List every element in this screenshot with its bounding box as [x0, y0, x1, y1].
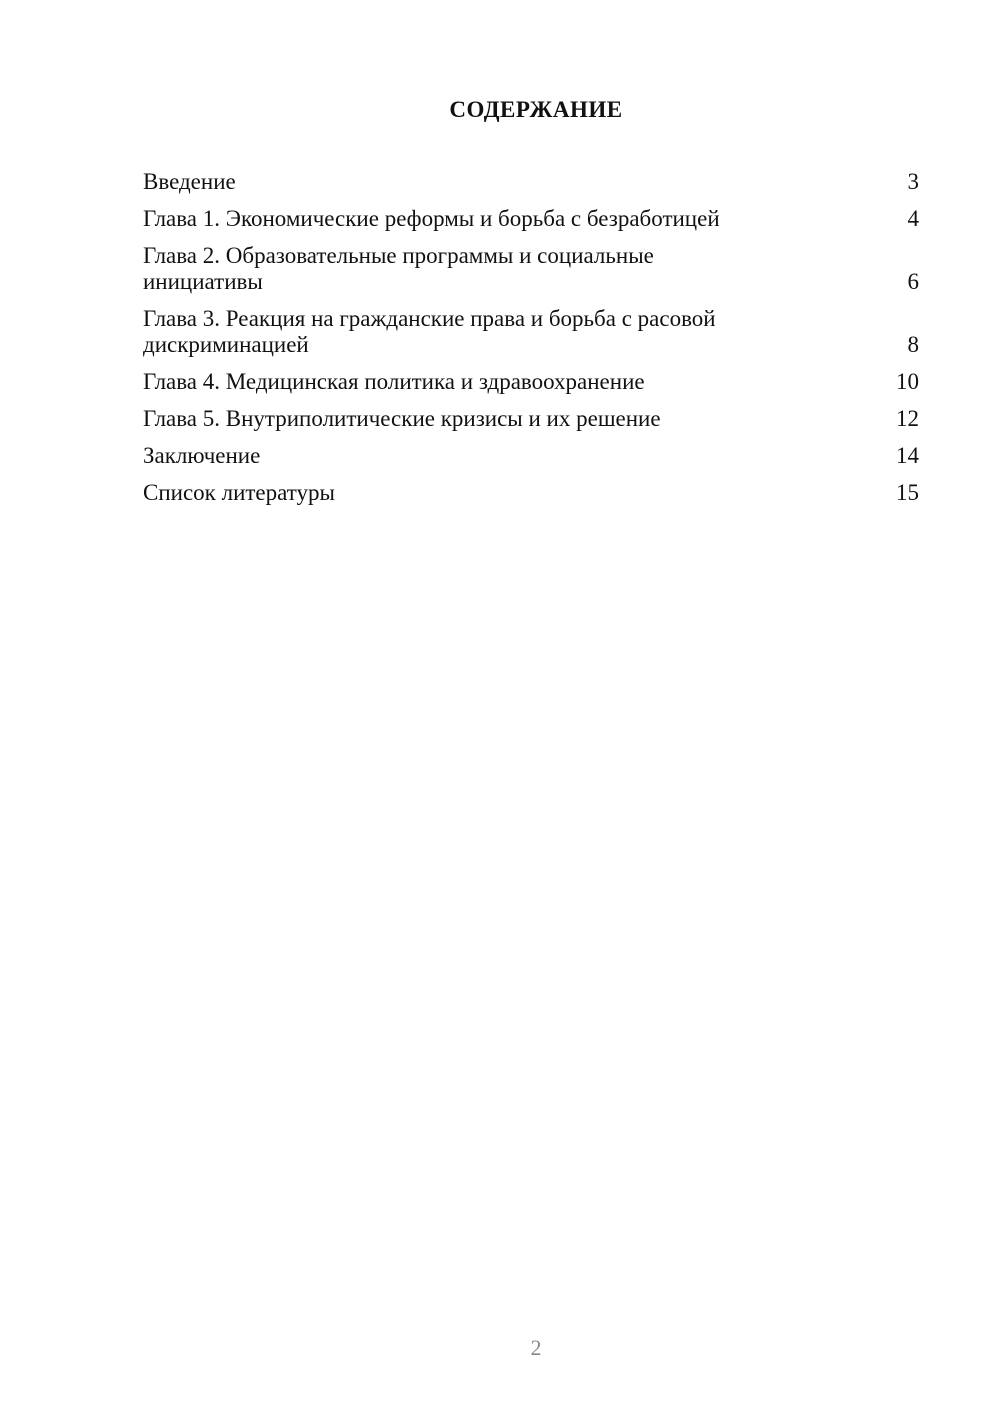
table-of-contents [143, 169, 919, 517]
toc-entry-page: 15 [896, 480, 919, 505]
toc-entry-label: Глава 2. Образовательные программы и социальные инициативы [143, 243, 654, 294]
toc-entry-chapter-3[interactable] [143, 306, 919, 358]
toc-entry-page: 14 [896, 443, 919, 468]
toc-entry-page: 6 [907, 269, 919, 294]
toc-entry-label: Глава 3. Реакция на гражданские права и борьба с расовой дискриминацией [143, 306, 716, 357]
toc-entry-label: Заключение [143, 443, 261, 468]
toc-entry-label: Список литературы [143, 480, 335, 505]
toc-entry-chapter-5[interactable] [143, 406, 919, 432]
page-number: 2 [530, 1335, 542, 1360]
toc-entry-page: 3 [907, 169, 919, 194]
toc-entry-page: 8 [907, 332, 919, 357]
toc-entry-chapter-4[interactable] [143, 369, 919, 395]
toc-entry-label: Введение [143, 169, 236, 194]
toc-entry-conclusion[interactable] [143, 443, 919, 469]
toc-entry-page: 12 [896, 406, 919, 431]
toc-entry-chapter-2[interactable] [143, 243, 919, 295]
toc-entry-page: 4 [907, 206, 919, 231]
toc-entry-label: Глава 4. Медицинская политика и здравоохранение [143, 369, 645, 394]
toc-entry-introduction[interactable] [143, 169, 919, 195]
toc-entry-bibliography[interactable] [143, 480, 919, 506]
toc-entry-chapter-1[interactable] [143, 206, 919, 232]
toc-entry-label: Глава 1. Экономические реформы и борьба с безработицей [143, 206, 720, 231]
toc-entry-page: 10 [896, 369, 919, 394]
toc-entry-label: Глава 5. Внутриполитические кризисы и их решение [143, 406, 661, 431]
page-title: СОДЕРЖАНИЕ [449, 97, 623, 122]
